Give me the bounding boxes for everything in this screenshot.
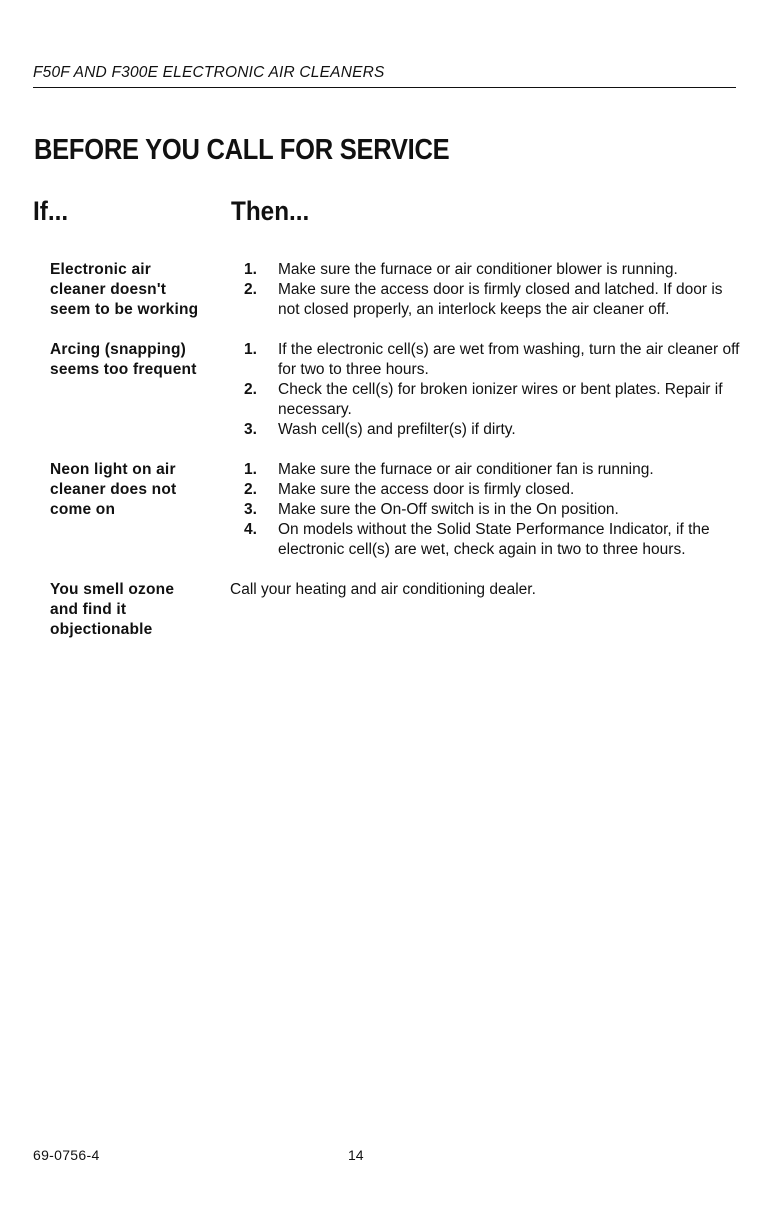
condition-line: Electronic air <box>50 261 152 278</box>
step-text: Make sure the access door is firmly closed and latched. If door is not closed properly, an interlock keeps the air cleaner off. <box>278 281 723 318</box>
step-text: Make sure the On-Off switch is in the On position. <box>278 501 619 518</box>
step-number: 2. <box>244 281 257 298</box>
then-column-heading: Then... <box>231 196 310 226</box>
action-step <box>230 260 740 280</box>
action-step <box>230 420 740 440</box>
action-step <box>230 380 740 420</box>
action-list <box>230 460 740 560</box>
action-step <box>230 480 740 500</box>
action-step <box>230 500 740 520</box>
troubleshooting-row <box>50 260 740 320</box>
step-number: 2. <box>244 481 257 498</box>
troubleshooting-row <box>50 460 740 560</box>
condition-line: seem to be working <box>50 301 199 318</box>
step-text: Check the cell(s) for broken ionizer wires or bent plates. Repair if necessary. <box>278 381 723 418</box>
step-text: Wash cell(s) and prefilter(s) if dirty. <box>278 421 516 438</box>
condition-cell <box>50 460 230 520</box>
troubleshooting-row <box>50 340 740 440</box>
action-step <box>230 460 740 480</box>
condition-line: Arcing (snapping) <box>50 341 187 358</box>
condition-line: You smell ozone <box>50 581 175 598</box>
condition-line: cleaner doesn't <box>50 281 167 298</box>
action-text: Call your heating and air conditioning dealer. <box>230 581 536 598</box>
condition-cell <box>50 260 230 320</box>
troubleshooting-table <box>50 260 740 660</box>
step-number: 1. <box>244 261 257 278</box>
if-column-heading: If... <box>33 196 69 226</box>
action-list <box>230 260 740 320</box>
step-number: 3. <box>244 421 257 438</box>
step-text: On models without the Solid State Performance Indicator, if the electronic cell(s) are wet, check again in two to three hours. <box>278 521 710 558</box>
step-number: 1. <box>244 341 257 358</box>
step-number: 3. <box>244 501 257 518</box>
action-step <box>230 340 740 380</box>
condition-line: seems too frequent <box>50 361 197 378</box>
condition-line: cleaner does not <box>50 481 177 498</box>
step-text: Make sure the access door is firmly closed. <box>278 481 575 498</box>
condition-cell <box>50 580 230 640</box>
action-step <box>230 520 740 560</box>
page-title: BEFORE YOU CALL FOR SERVICE <box>34 134 450 166</box>
action-step <box>230 280 740 320</box>
step-text: Make sure the furnace or air conditioner fan is running. <box>278 461 654 478</box>
step-number: 1. <box>244 461 257 478</box>
step-text: If the electronic cell(s) are wet from washing, turn the air cleaner off for two to three hours. <box>278 341 740 378</box>
condition-line: objectionable <box>50 621 153 638</box>
condition-line: and find it <box>50 601 127 618</box>
step-number: 4. <box>244 521 257 538</box>
running-header: F50F AND F300E ELECTRONIC AIR CLEANERS <box>33 64 736 88</box>
page-number: 14 <box>348 1147 364 1163</box>
step-number: 2. <box>244 381 257 398</box>
condition-line: Neon light on air <box>50 461 176 478</box>
condition-cell <box>50 340 230 380</box>
step-text: Make sure the furnace or air conditioner blower is running. <box>278 261 678 278</box>
troubleshooting-row <box>50 580 740 640</box>
document-number: 69-0756-4 <box>33 1147 100 1163</box>
condition-line: come on <box>50 501 116 518</box>
action-list <box>230 340 740 440</box>
